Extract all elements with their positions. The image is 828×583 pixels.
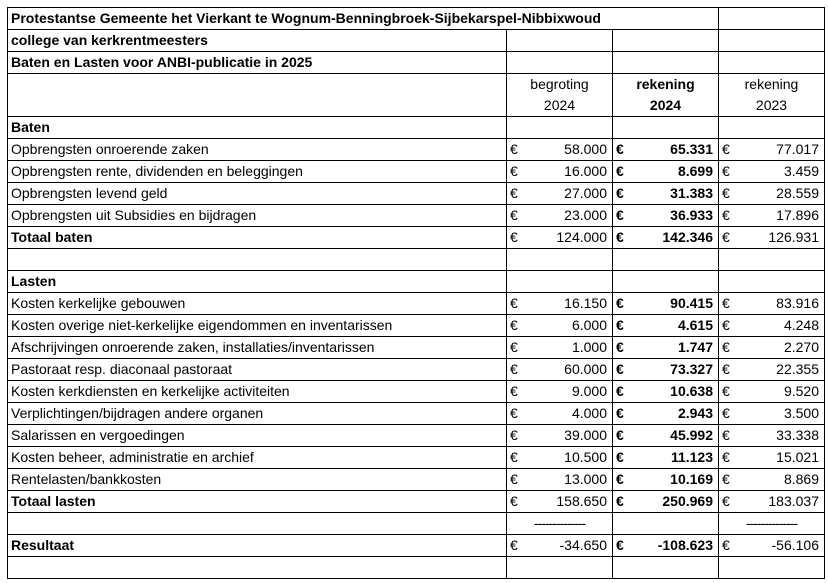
currency-symbol: € [613, 161, 631, 183]
currency-symbol: € [507, 381, 525, 403]
currency-symbol: € [613, 183, 631, 205]
value-begroting: 27.000 [525, 183, 613, 205]
value-rekening: 250.969 [631, 491, 719, 513]
lasten-row [8, 469, 825, 491]
currency-symbol: € [613, 359, 631, 381]
baten-row [8, 139, 825, 161]
value-prev-text: 183.037 [768, 493, 819, 509]
currency-symbol: € [613, 403, 631, 425]
value-prev-text: 28.559 [776, 185, 819, 201]
value-rekening-prev [719, 205, 825, 227]
row-label: Verplichtingen/bijdragen andere organen [8, 403, 507, 425]
value-begroting: 13.000 [525, 469, 613, 491]
currency-symbol: € [507, 161, 525, 183]
value-rekening: 73.327 [631, 359, 719, 381]
value-rekening-prev [719, 535, 825, 557]
value-prev-text: 126.931 [768, 229, 819, 245]
currency-symbol: € [722, 185, 730, 201]
lasten-row [8, 293, 825, 315]
currency-symbol: € [507, 469, 525, 491]
lasten-row [8, 337, 825, 359]
currency-symbol: € [613, 205, 631, 227]
value-begroting: 39.000 [525, 425, 613, 447]
currency-symbol: € [613, 425, 631, 447]
value-prev-text: 8.869 [783, 471, 819, 487]
total-lasten-row [8, 491, 825, 513]
value-prev-text: 77.017 [776, 141, 819, 157]
row-label: Opbrengsten uit Subsidies en bijdragen [8, 205, 507, 227]
value-prev-text: 15.021 [776, 449, 819, 465]
value-rekening-prev [719, 359, 825, 381]
year-begroting: 2024 [507, 95, 613, 117]
report-title: Baten en Lasten voor ANBI-publicatie in 2025 [8, 52, 507, 74]
value-begroting: 23.000 [525, 205, 613, 227]
value-prev-text: 9.520 [783, 383, 819, 399]
trailing-row [8, 557, 825, 579]
currency-symbol: € [722, 361, 730, 377]
header-rekening: rekening [613, 74, 719, 96]
currency-symbol: € [507, 227, 525, 249]
year-rekening: 2024 [613, 95, 719, 117]
section-baten [8, 117, 825, 139]
org-title: Protestantse Gemeente het Vierkant te Wognum-Benningbroek-Sijbekarspel-Nibbixwoud [8, 8, 719, 30]
baten-row [8, 205, 825, 227]
row-label: Totaal baten [8, 227, 507, 249]
value-prev-text: 2.270 [783, 339, 819, 355]
value-rekening: 1.747 [631, 337, 719, 359]
value-rekening-prev [719, 139, 825, 161]
currency-symbol: € [722, 141, 730, 157]
value-rekening-prev [719, 381, 825, 403]
value-rekening-prev [719, 315, 825, 337]
currency-symbol: € [507, 403, 525, 425]
lasten-row [8, 403, 825, 425]
baten-row [8, 183, 825, 205]
value-rekening: 65.331 [631, 139, 719, 161]
currency-symbol: € [507, 183, 525, 205]
currency-symbol: € [722, 493, 730, 509]
row-label: Opbrengsten onroerende zaken [8, 139, 507, 161]
currency-symbol: € [613, 469, 631, 491]
row-label: Kosten beheer, administratie en archief [8, 447, 507, 469]
currency-symbol: € [613, 337, 631, 359]
currency-symbol: € [722, 163, 730, 179]
title-row-3 [8, 52, 825, 74]
value-rekening-prev [719, 227, 825, 249]
value-rekening: 10.638 [631, 381, 719, 403]
currency-symbol: € [722, 449, 730, 465]
row-label: Rentelasten/bankkosten [8, 469, 507, 491]
value-prev-text: 33.338 [776, 427, 819, 443]
value-rekening: 45.992 [631, 425, 719, 447]
value-rekening: 90.415 [631, 293, 719, 315]
currency-symbol: € [613, 315, 631, 337]
currency-symbol: € [613, 491, 631, 513]
value-rekening: 2.943 [631, 403, 719, 425]
value-prev-text: 17.896 [776, 207, 819, 223]
section-lasten-label: Lasten [8, 271, 507, 293]
row-label: Kosten overige niet-kerkelijke eigendommen en inventarissen [8, 315, 507, 337]
currency-symbol: € [722, 229, 730, 245]
total-baten-row [8, 227, 825, 249]
lasten-row [8, 447, 825, 469]
value-rekening: 142.346 [631, 227, 719, 249]
currency-symbol: € [507, 337, 525, 359]
currency-symbol: € [722, 471, 730, 487]
lasten-row [8, 359, 825, 381]
title-row-2 [8, 30, 825, 52]
currency-symbol: € [722, 207, 730, 223]
currency-symbol: € [507, 359, 525, 381]
value-rekening: 11.123 [631, 447, 719, 469]
currency-symbol: € [722, 339, 730, 355]
lasten-row [8, 315, 825, 337]
value-rekening-prev [719, 491, 825, 513]
currency-symbol: € [507, 425, 525, 447]
table-body [8, 8, 825, 579]
value-begroting: 4.000 [525, 403, 613, 425]
currency-symbol: € [722, 537, 730, 553]
currency-symbol: € [507, 139, 525, 161]
value-prev-text: 22.355 [776, 361, 819, 377]
currency-symbol: € [613, 535, 631, 557]
row-label: Totaal lasten [8, 491, 507, 513]
currency-symbol: € [613, 139, 631, 161]
row-label: Resultaat [8, 535, 507, 557]
separator-row [8, 513, 825, 535]
value-begroting: 60.000 [525, 359, 613, 381]
year-rekening-prev: 2023 [719, 95, 825, 117]
value-prev-text: 3.500 [783, 405, 819, 421]
value-begroting: -34.650 [525, 535, 613, 557]
row-label: Kosten kerkdiensten en kerkelijke activiteiten [8, 381, 507, 403]
currency-symbol: € [507, 315, 525, 337]
currency-symbol: € [722, 383, 730, 399]
currency-symbol: € [722, 317, 730, 333]
title-row-1 [8, 8, 825, 30]
lasten-row [8, 381, 825, 403]
currency-symbol: € [507, 491, 525, 513]
spacer-row [8, 249, 825, 271]
header-begroting: begroting [507, 74, 613, 96]
value-rekening-prev [719, 337, 825, 359]
value-rekening: 36.933 [631, 205, 719, 227]
value-prev-text: 3.459 [783, 163, 819, 179]
section-baten-label: Baten [8, 117, 507, 139]
value-prev-text: -56.106 [771, 537, 819, 553]
value-begroting: 58.000 [525, 139, 613, 161]
value-begroting: 1.000 [525, 337, 613, 359]
header-rekening-prev: rekening [719, 74, 825, 96]
row-label: Afschrijvingen onroerende zaken, installaties/inventarissen [8, 337, 507, 359]
college-title: college van kerkrentmeesters [8, 30, 507, 52]
value-rekening: 8.699 [631, 161, 719, 183]
currency-symbol: € [613, 227, 631, 249]
value-rekening-prev [719, 469, 825, 491]
value-rekening-prev [719, 425, 825, 447]
currency-symbol: € [722, 295, 730, 311]
header-row-2 [8, 95, 825, 117]
value-begroting: 16.000 [525, 161, 613, 183]
separator-begroting: -------------- [507, 513, 613, 535]
anbi-table [7, 7, 825, 579]
section-lasten [8, 271, 825, 293]
value-begroting: 9.000 [525, 381, 613, 403]
row-label: Opbrengsten levend geld [8, 183, 507, 205]
value-rekening: 4.615 [631, 315, 719, 337]
baten-row [8, 161, 825, 183]
currency-symbol: € [507, 293, 525, 315]
value-prev-text: 4.248 [783, 317, 819, 333]
row-label: Opbrengsten rente, dividenden en beleggingen [8, 161, 507, 183]
currency-symbol: € [507, 535, 525, 557]
value-rekening-prev [719, 403, 825, 425]
currency-symbol: € [613, 447, 631, 469]
value-rekening-prev [719, 293, 825, 315]
currency-symbol: € [613, 381, 631, 403]
row-label: Salarissen en vergoedingen [8, 425, 507, 447]
currency-symbol: € [507, 447, 525, 469]
value-rekening-prev [719, 161, 825, 183]
value-rekening-prev [719, 183, 825, 205]
resultaat-row [8, 535, 825, 557]
row-label: Pastoraat resp. diaconaal pastoraat [8, 359, 507, 381]
currency-symbol: € [722, 405, 730, 421]
value-rekening-prev [719, 447, 825, 469]
row-label: Kosten kerkelijke gebouwen [8, 293, 507, 315]
currency-symbol: € [722, 427, 730, 443]
currency-symbol: € [613, 293, 631, 315]
value-rekening: 10.169 [631, 469, 719, 491]
value-begroting: 10.500 [525, 447, 613, 469]
value-rekening: 31.383 [631, 183, 719, 205]
value-begroting: 158.650 [525, 491, 613, 513]
value-rekening: -108.623 [631, 535, 719, 557]
separator-prev: -------------- [719, 513, 825, 535]
currency-symbol: € [507, 205, 525, 227]
value-begroting: 16.150 [525, 293, 613, 315]
value-prev-text: 83.916 [776, 295, 819, 311]
lasten-row [8, 425, 825, 447]
value-begroting: 124.000 [525, 227, 613, 249]
header-row-1 [8, 74, 825, 96]
value-begroting: 6.000 [525, 315, 613, 337]
